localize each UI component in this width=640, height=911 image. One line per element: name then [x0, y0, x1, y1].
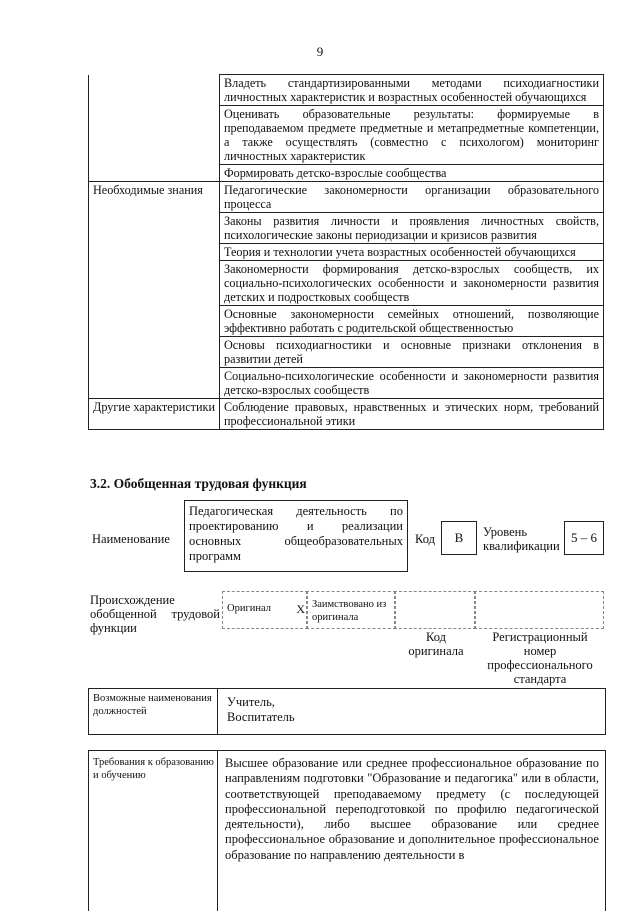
table-cell: Законы развития личности и проявления личностных свойств, психологические законы периодизации и кризисов развития — [220, 213, 604, 244]
positions-label: Возможные наименования должностей — [93, 693, 212, 717]
original-cell — [222, 591, 308, 629]
positions-value-line: Учитель, — [227, 695, 275, 709]
table-row — [89, 75, 604, 106]
reg-number-cell — [474, 591, 604, 629]
level-value: 5 – 6 — [571, 530, 597, 545]
education-row — [88, 750, 606, 911]
row-label-other: Другие характеристики — [89, 399, 220, 430]
education-label: Требования к образованию и обучению — [93, 757, 214, 781]
table-cell: Социально-психологические особенности и закономерности развития детско-взрослых сообществ — [220, 368, 604, 399]
section-title: 3.2. Обобщенная трудовая функция — [90, 476, 307, 491]
table-row — [89, 182, 604, 213]
row-label — [89, 75, 220, 182]
code-box — [441, 521, 477, 555]
code-value: В — [454, 530, 464, 545]
reg-number-caption: Регистрационный номер профессионального стандарта — [487, 630, 593, 686]
positions-label-cell — [89, 689, 218, 734]
code-original-caption: Код оригинала — [408, 630, 464, 658]
code-label: Код — [415, 532, 435, 546]
table-cell: Основные закономерности семейных отношений, позволяющие эффективно работать с родительской общественностью — [220, 306, 604, 337]
name-value: Педагогическая деятельность по проектированию и реализации основных общеобразовательных программ — [189, 504, 403, 563]
positions-value — [227, 695, 295, 725]
table-cell: Теория и технологии учета возрастных особенностей обучающихся — [220, 244, 604, 261]
level-box — [564, 521, 604, 555]
row-label-knowledge: Необходимые знания — [89, 182, 220, 399]
table-cell: Педагогические закономерности организации образовательного процесса — [220, 182, 604, 213]
original-label: Оригинал — [227, 603, 271, 614]
table-cell: Основы психодиагностики и основные признаки отклонения в развитии детей — [220, 337, 604, 368]
name-label: Наименование — [92, 532, 170, 546]
competency-table — [88, 74, 604, 430]
positions-row — [88, 688, 606, 735]
table-cell: Владеть стандартизированными методами психодиагностики личностных характеристик и возрастных особенностей обучающихся — [220, 75, 604, 106]
education-value: Высшее образование или среднее профессиональное образование по направлениям подготовки "Образование и педагогика" или в области, соответствующей преподаваемому предмету (с последующей профессиональной переподготовкой по профилю педагогической деятельности), либо высшее образование или среднее профессиональное образование и дополнительное профессиональное образование по направлению деятельности в — [225, 756, 599, 862]
name-box — [184, 500, 408, 572]
borrowed-label: Заимствовано из оригинала — [312, 599, 387, 623]
education-label-cell — [89, 751, 218, 911]
table-row — [89, 399, 604, 430]
table-cell: Закономерности формирования детско-взрослых сообществ, их социально-психологических особенности и закономерности развития детских и подростковых сообществ — [220, 261, 604, 306]
original-mark: X — [296, 602, 305, 616]
page-number: 9 — [316, 44, 324, 59]
table-cell: Оценивать образовательные результаты: формируемые в преподаваемом предмете предметные и метапредметные компетенции, а также осуществлять (совместно с психологом) мониторинг личностных характеристик — [220, 106, 604, 165]
origin-label: Происхождение обобщенной трудовой функции — [90, 593, 220, 635]
level-label: Уровень квалификации — [483, 525, 560, 553]
code-original-cell — [394, 591, 476, 629]
borrowed-cell — [306, 591, 396, 629]
positions-value-line: Воспитатель — [227, 710, 295, 724]
table-cell: Соблюдение правовых, нравственных и этических норм, требований профессиональной этики — [220, 399, 604, 430]
table-cell: Формировать детско-взрослые сообщества — [220, 165, 604, 182]
